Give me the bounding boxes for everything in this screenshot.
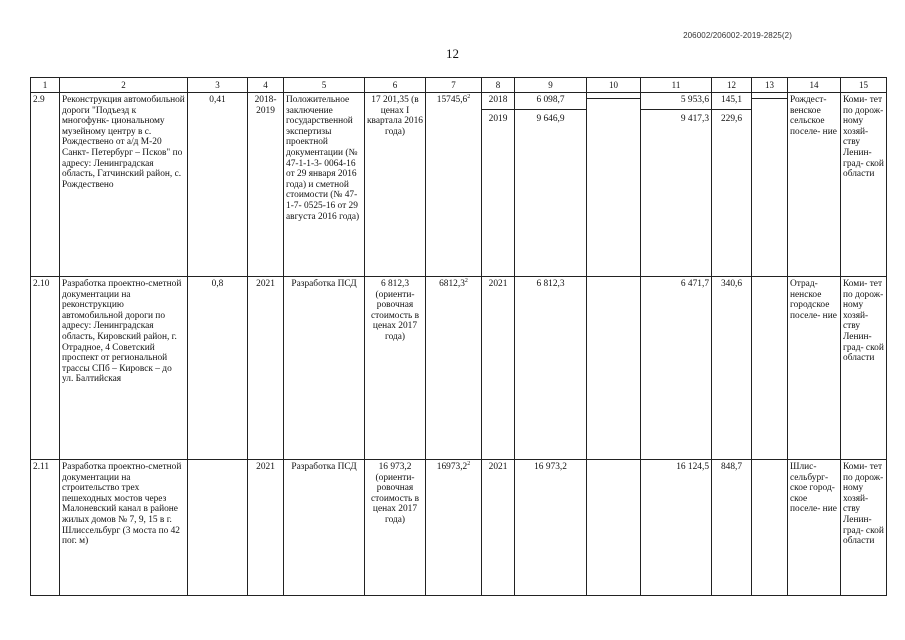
- column-header: 6: [365, 78, 426, 93]
- column-header: 11: [641, 78, 712, 93]
- responsible: Коми- тет по дорож- ному хозяй- ству Ленин- град- ской области: [841, 277, 887, 460]
- program-table: [30, 77, 887, 596]
- documentation-cell: Разработка ПСД: [284, 460, 365, 596]
- length-value: 0,41: [188, 93, 248, 277]
- years-value: 2021: [248, 277, 284, 460]
- estimated-cost: 6 812,3 (ориенти- ровочная стоимость в ценах 2017 года): [365, 277, 426, 460]
- table-row: [31, 93, 887, 277]
- financing-total: 6 812,3: [515, 277, 587, 460]
- current-cost: 15745,6$^2$: [426, 93, 482, 277]
- column-header: 1: [31, 78, 60, 93]
- estimated-cost: 16 973,2 (ориенти- ровочная стоимость в ценах 2017 года): [365, 460, 426, 596]
- financing-col13: [752, 277, 788, 460]
- financing-total: 16 973,2: [515, 460, 587, 596]
- financing-total: 6 098,7 9 646,9: [515, 93, 587, 277]
- municipality: Отрад- ненское городское поселе- ние: [788, 277, 841, 460]
- object-name: Разработка проектно-сметной документации на строительство трех пешеходных мостов через Малоневский канал в районе жилых домов № 7, 9, 15 в г. Шлиссельбург (3 моста по 42 пог. м): [60, 460, 188, 596]
- object-name: Реконструкция автомобильной дороги "Подъезд к многофунк- циональному музейному центру в с. Рождествено от а/д М-20 Санкт- Петербург – Псков" по адресу: Ленинградская область, Гатчинский район, с. Рождествено: [60, 93, 188, 277]
- documentation-cell: Положительное заключение государственной экспертизы проектной документации (№ 47-1-1-3- 0064-16 от 29 января 2016 года) и сметной стоимости (№ 47-1-7- 0525-16 от 29 августа 2016 года): [284, 93, 365, 277]
- column-header: 4: [248, 78, 284, 93]
- estimated-cost: 17 201,35 (в ценах I квартала 2016 года): [365, 93, 426, 277]
- column-header: 12: [712, 78, 752, 93]
- financing-regional: 16 124,5: [641, 460, 712, 596]
- financing-regional: 6 471,7: [641, 277, 712, 460]
- column-header: 2: [60, 78, 188, 93]
- financing-year: 2018 2019: [482, 93, 515, 277]
- years-value: 2018- 2019: [248, 93, 284, 277]
- financing-regional: 5 953,6 9 417,3: [641, 93, 712, 277]
- column-header: 3: [188, 78, 248, 93]
- column-header: 8: [482, 78, 515, 93]
- years-value: 2021: [248, 460, 284, 596]
- financing-local: 145,1 229,6: [712, 93, 752, 277]
- row-number: 2.9: [31, 93, 60, 277]
- row-number: 2.11: [31, 460, 60, 596]
- responsible: Коми- тет по дорож- ному хозяй- ству Ленин- град- ской области: [841, 460, 887, 596]
- column-header: 9: [515, 78, 587, 93]
- documentation-cell: Разработка ПСД: [284, 277, 365, 460]
- municipality: Рождест- венское сельское поселе- ние: [788, 93, 841, 277]
- financing-col10: [587, 93, 641, 277]
- table-row: [31, 460, 887, 596]
- financing-year: 2021: [482, 460, 515, 596]
- document-id: 206002/206002-2019-2825(2): [683, 31, 792, 40]
- financing-year: 2021: [482, 277, 515, 460]
- table-row: [31, 277, 887, 460]
- column-header: 5: [284, 78, 365, 93]
- length-value: 0,8: [188, 277, 248, 460]
- financing-local: 848,7: [712, 460, 752, 596]
- current-cost: 6812,3$^2$: [426, 277, 482, 460]
- object-name: Разработка проектно-сметной документации на реконструкцию автомобильной дороги по адресу: Ленинградская область, Кировский район, г. Отрадное, 4 Советский проспект от региональной трассы СПб – Кировск – до ул. Балтийская: [60, 277, 188, 460]
- column-header: 15: [841, 78, 887, 93]
- page-number: 12: [446, 46, 459, 61]
- column-header: 14: [788, 78, 841, 93]
- length-value: [188, 460, 248, 596]
- column-header: 7: [426, 78, 482, 93]
- financing-col13: [752, 460, 788, 596]
- financing-col10: [587, 277, 641, 460]
- current-cost: 16973,2$^2$: [426, 460, 482, 596]
- responsible: Коми- тет по дорож- ному хозяй- ству Ленин- град- ской области: [841, 93, 887, 277]
- column-header: 13: [752, 78, 788, 93]
- financing-col13: [752, 93, 788, 277]
- municipality: Шлис- сельбург- ское город- ское поселе- ние: [788, 460, 841, 596]
- header-row: [31, 78, 887, 93]
- financing-col10: [587, 460, 641, 596]
- financing-local: 340,6: [712, 277, 752, 460]
- column-header: 10: [587, 78, 641, 93]
- row-number: 2.10: [31, 277, 60, 460]
